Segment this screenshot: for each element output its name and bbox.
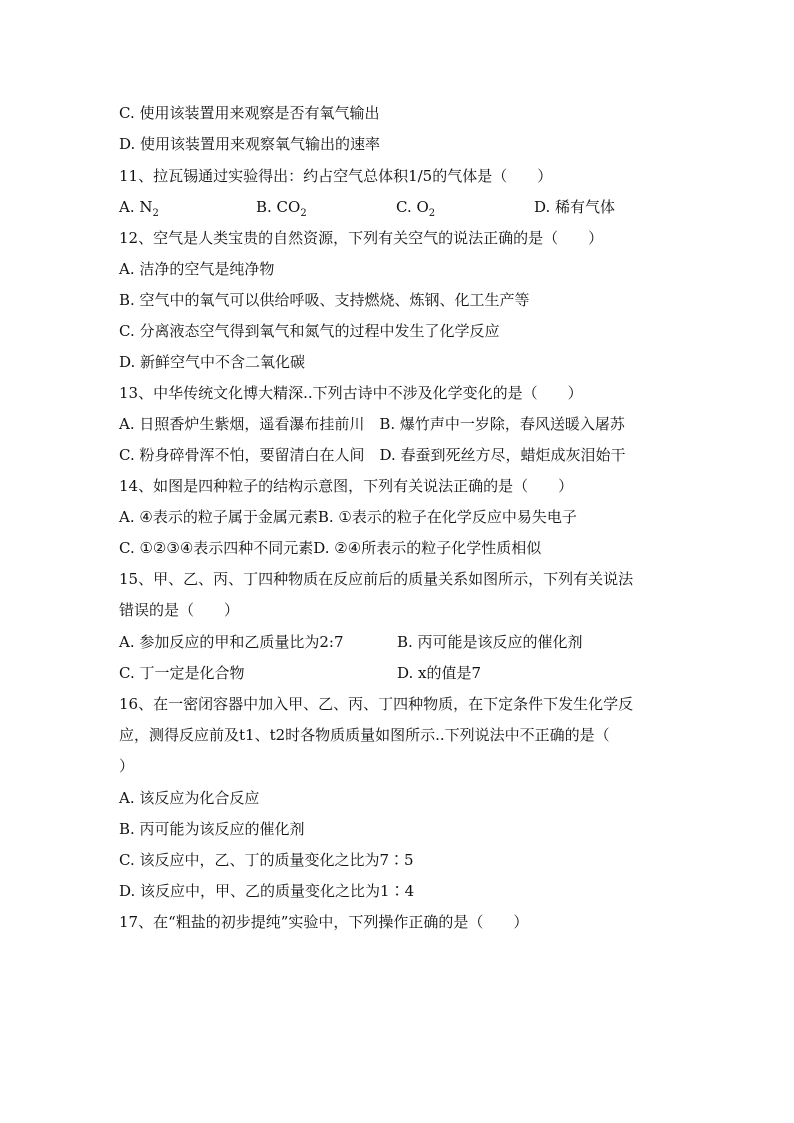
q13-options-cd: C. 粉身碎骨浑不怕，要留清白在人间 D. 春蚕到死丝方尽，蜡炬成灰泪始干 bbox=[119, 446, 626, 464]
q16-option-c: C. 该反应中，乙、丁的质量变化之比为7∶5 bbox=[119, 851, 414, 869]
question-17: 17、在“粗盐的初步提纯”实验中，下列操作正确的是（ ） bbox=[119, 913, 529, 931]
q16-option-b: B. 丙可能为该反应的催化剂 bbox=[119, 820, 305, 838]
question-12: 12、空气是人类宝贵的自然资源，下列有关空气的说法正确的是（ ） bbox=[119, 229, 604, 247]
option-c-line: C. 使用该装置用来观察是否有氧气输出 bbox=[119, 104, 380, 122]
q15-option-c: C. 丁一定是化合物 bbox=[119, 664, 245, 682]
question-16-line1: 16、在一密闭容器中加入甲、乙、丙、丁四种物质，在下定条件下发生化学反 bbox=[119, 695, 634, 713]
q15-option-a: A. 参加反应的甲和乙质量比为2:7 bbox=[119, 633, 344, 651]
q11-option-a: A. $N_2$ bbox=[119, 198, 159, 219]
q12-option-d: D. 新鲜空气中不含二氧化碳 bbox=[119, 353, 306, 371]
q15-option-b: B. 丙可能是该反应的催化剂 bbox=[397, 633, 583, 651]
question-15-line1: 15、甲、乙、丙、丁四种物质在反应前后的质量关系如图所示，下列有关说法 bbox=[119, 570, 634, 588]
q16-option-a: A. 该反应为化合反应 bbox=[119, 789, 260, 807]
q11-option-b: B. $CO_2$ bbox=[256, 198, 307, 219]
question-15-line2: 错误的是（ ） bbox=[119, 601, 240, 619]
q16-option-d: D. 该反应中，甲、乙的质量变化之比为1∶4 bbox=[119, 882, 415, 900]
q14-options-cd: C. ①②③④表示四种不同元素D. ②④所表示的粒子化学性质相似 bbox=[119, 539, 542, 557]
q15-option-d: D. x的值是7 bbox=[397, 664, 482, 682]
question-11: 11、拉瓦锡通过实验得出：约占空气总体积1/5的气体是（ ） bbox=[119, 167, 553, 185]
question-16-line2: 应，测得反应前及t1、t2时各物质质量如图所示..下列说法中不正确的是（ bbox=[119, 726, 610, 744]
q12-option-b: B. 空气中的氧气可以供给呼吸、支持燃烧、炼钢、化工生产等 bbox=[119, 291, 530, 309]
q12-option-c: C. 分离液态空气得到氧气和氮气的过程中发生了化学反应 bbox=[119, 322, 500, 340]
q12-option-a: A. 洁净的空气是纯净物 bbox=[119, 260, 275, 278]
option-d-line: D. 使用该装置用来观察氧气输出的速率 bbox=[119, 135, 381, 153]
q14-options-ab: A. ④表示的粒子属于金属元素B. ①表示的粒子在化学反应中易失电子 bbox=[119, 508, 577, 526]
q11-option-c: C. $O_2$ bbox=[396, 198, 436, 219]
question-14: 14、如图是四种粒子的结构示意图，下列有关说法正确的是（ ） bbox=[119, 477, 574, 495]
q13-options-ab: A. 日照香炉生紫烟，遥看瀑布挂前川 B. 爆竹声中一岁除，春风送暖入屠苏 bbox=[119, 415, 625, 433]
question-16-line3: ） bbox=[119, 757, 135, 775]
q11-option-d: D. 稀有气体 bbox=[534, 198, 616, 216]
question-13: 13、中华传统文化博大精深..下列古诗中不涉及化学变化的是（ ） bbox=[119, 384, 583, 402]
